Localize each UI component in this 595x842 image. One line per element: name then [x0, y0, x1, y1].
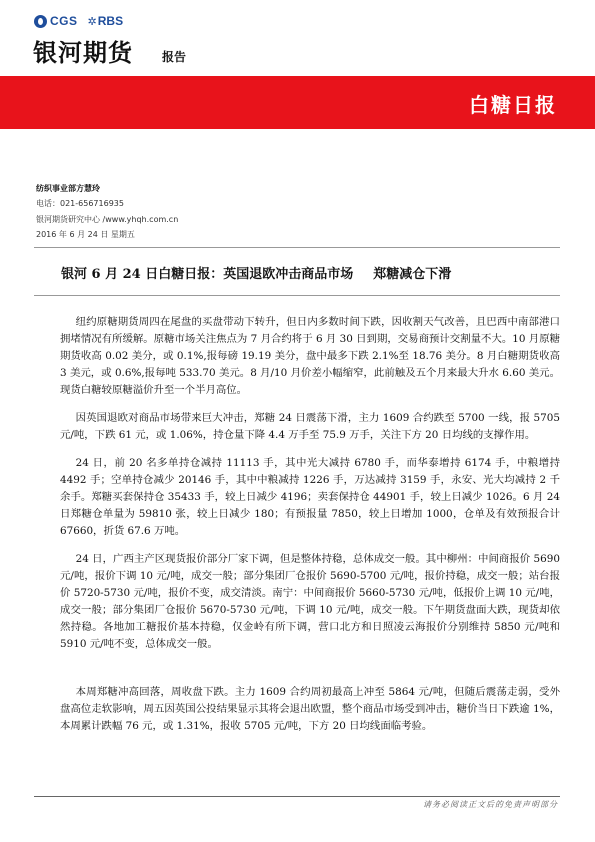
- cgs-logo-icon: [34, 15, 47, 28]
- report-body: [60, 314, 560, 735]
- paragraph-zhengzhou-futures: 因英国退欧对商品市场带来巨大冲击，郑糖 24 日震荡下滑，主力 1609 合约跌至 5700 一线，报 5705 元/吨，下跌 61 元，或 1.06%，持仓量下降 4.4 万手至 75.9 万手，关注下方 20 日均线的支撑作用。: [60, 412, 560, 441]
- author-phone: 电话：021-656716935: [36, 199, 124, 209]
- headline-main: 银河 6 月 24 日白糖日报：英国退欧冲击商品市场: [61, 267, 354, 282]
- headline-sub: 郑糖减仓下滑: [373, 267, 452, 282]
- company-name: 银河期货: [33, 39, 133, 67]
- author-department: 纺织事业部方慧玲: [36, 183, 100, 193]
- disclaimer-note: 请务必阅读正文后的免责声明部分: [423, 800, 558, 809]
- report-tag: 报告: [162, 50, 187, 64]
- headline-bottom-rule: [34, 295, 560, 296]
- author-info: [36, 181, 178, 243]
- paragraph-spot-market: 24 日，广西主产区现货报价部分厂家下调，但是整体持稳，总体成交一般。其中柳州：中间商报价 5690 元/吨，报价下调 10 元/吨，成交一般；部分集团厂仓报价 5690-5700 元/吨，报价持稳，成交一般；站台报价 5720-5730 元/吨，报价不变，成交清淡。南宁：中间商报价 5660-5730 元/吨，低报价上调 10 元/吨，成交一般；部分集团厂仓报价 5670-5730 元/吨，下调 10 元/吨，成交一般。下午期货盘面大跌，现货却依然持稳。各地加工糖报价基本持稳，仅金岭有所下调，营口北方和日照凌云海报价分别维持 5850 元/吨和 5910 元/吨不变，总体成交一般。: [60, 553, 561, 650]
- paragraph-positions: 24 日，前 20 名多单持仓减持 11113 手，其中光大减持 6780 手，而华泰增持 6174 手，中粮增持 4492 手；空单持仓减少 20146 手，其中中粮减持 1226 手，万达减持 3159 手，永安、光大均减持 2 千余手。郑糖买套保持仓 35433 手，较上日减少 4196；卖套保持仓 44901 手，较上日减少 1026。6 月 24 日郑糖仓单量为 59810 张，较上日减少 180；有预报量 7850，较上日增加 1000，仓单及有效预报合计 67660，折货 67.6 万吨。: [60, 457, 560, 537]
- paragraph-raw-sugar: 纽约原糖期货周四在尾盘的买盘带动下转升，但日内多数时间下跌，因收割天气改善，且巴西中南部港口拥堵情况有所缓解。原糖市场关注焦点为 7 月合约将于 6 月 30 日到期，交易商预计交割量不大。10 月原糖期货收高 0.02 美分，或 0.1%,报每磅 19.19 美分，盘中最多下跌 2.1%至 18.76 美分。8 月白糖期货收高 3 美元，或 0.6%,报每吨 533.70 美元。8 月/10 月价差小幅缩窄，此前触及五个月来最大升水 6.60 美元。现货白糖较原糖溢价升至一个半月高位。: [60, 316, 560, 396]
- author-institute: 银河期货研究中心 /www.yhqh.com.cn: [36, 214, 179, 224]
- report-title: 白糖日报: [469, 93, 557, 117]
- rbs-logo-text: RBS: [97, 14, 124, 28]
- brand-logos: [34, 14, 123, 28]
- report-date: 2016 年 6 月 24 日 星期五: [36, 230, 135, 240]
- footer-rule: [34, 796, 560, 797]
- rbs-logo-icon: ✲: [87, 14, 97, 28]
- paragraph-weekly-summary: 本周郑糖冲高回落，周收盘下跌。主力 1609 合约周初最高上冲至 5864 元/吨，但随后震荡走弱，受外盘高位走软影响，周五因英国公投结果显示其将会退出欧盟，整个商品市场受到冲击，糖价当日下跌逾 1%，本周累计跌幅 76 元，或 1.31%，报收 5705 元/吨，下方 20 日均线面临考验。: [60, 686, 560, 732]
- report-headline: [61, 263, 451, 282]
- headline-top-rule: [34, 247, 560, 248]
- cgs-logo-text: CGS: [50, 14, 78, 28]
